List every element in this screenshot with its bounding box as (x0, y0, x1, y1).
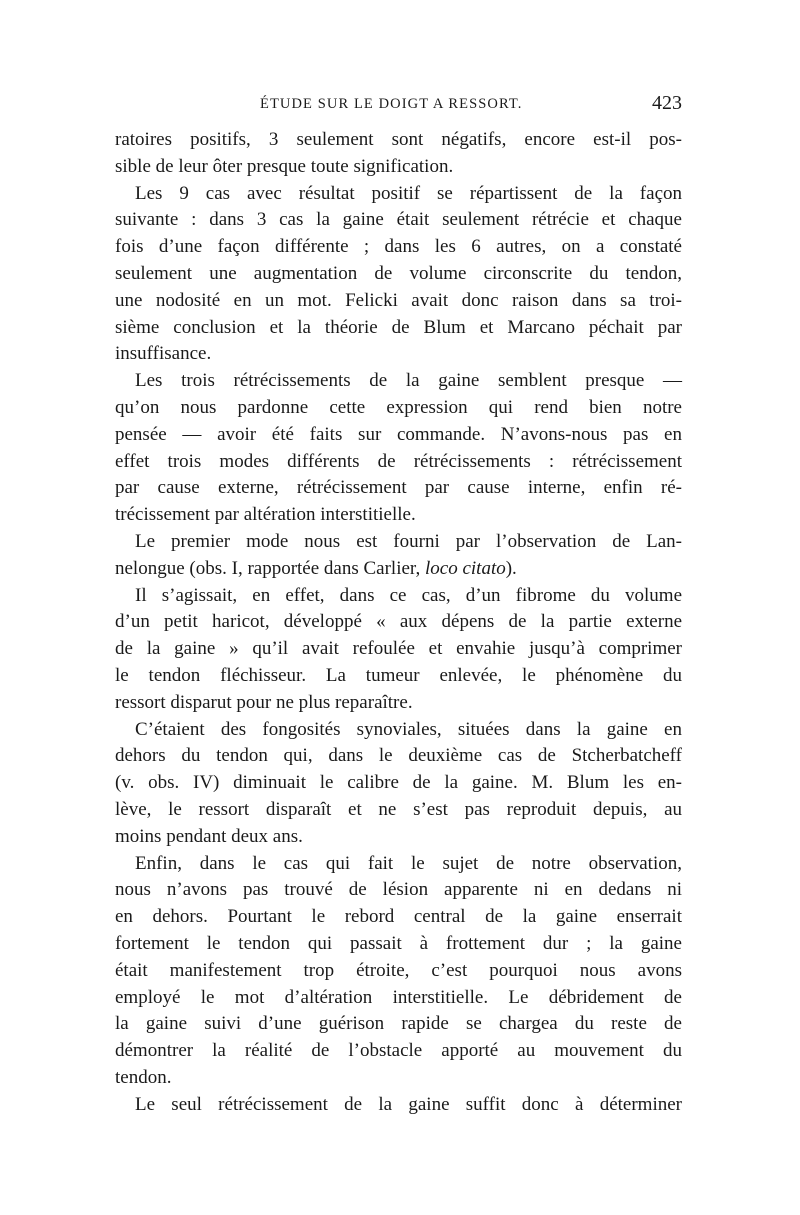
text-line: sième conclusion et la théorie de Blum et Marcano péchait par (115, 316, 682, 338)
text-line: Les 9 cas avec résultat positif se répartissent de la façon (135, 182, 682, 204)
text-line: par cause externe, rétrécissement par cause interne, enfin ré- (115, 477, 682, 499)
text-line: C’étaient des fongosités synoviales, situées dans la gaine en (135, 718, 682, 740)
text-line: dehors du tendon qui, dans le deuxième cas de Stcherbatcheff (115, 745, 682, 767)
text-line: Les trois rétrécissements de la gaine semblent presque — (135, 370, 682, 392)
text-line: d’un petit haricot, développé « aux dépens de la partie externe (115, 611, 682, 633)
text-line: le tendon fléchisseur. La tumeur enlevée, le phénomène du (115, 664, 682, 686)
text-line: effet trois modes différents de rétrécissements : rétrécissement (115, 450, 682, 472)
text-line: sible de leur ôter presque toute signification. (115, 155, 454, 177)
text-line: seulement une augmentation de volume circonscrite du tendon, (115, 262, 682, 284)
text-line: Le seul rétrécissement de la gaine suffit donc à déterminer (135, 1093, 682, 1115)
text-line: fortement le tendon qui passait à frottement dur ; la gaine (115, 932, 682, 954)
text-line: Enfin, dans le cas qui fait le sujet de notre observation, (135, 852, 682, 874)
italic-citation: loco citato (425, 557, 506, 579)
text-line: une nodosité en un mot. Felicki avait donc raison dans sa troi- (115, 289, 682, 311)
text-line: fois d’une façon différente ; dans les 6 autres, on a constaté (115, 236, 682, 258)
text-line: moins pendant deux ans. (115, 825, 303, 847)
text-line: lève, le ressort disparaît et ne s’est pas reproduit depuis, au (115, 798, 682, 820)
text-line: insuffisance. (115, 343, 212, 365)
text-line: ressort disparut pour ne plus reparaître. (115, 691, 413, 713)
text-line: la gaine suivi d’une guérison rapide se chargea du reste de (115, 1013, 682, 1035)
text-line: suivante : dans 3 cas la gaine était seulement rétrécie et chaque (115, 209, 682, 231)
text-line: nelongue (obs. I, rapportée dans Carlier, loco citato). (115, 557, 517, 579)
text-line: Il s’agissait, en effet, dans ce cas, d’un fibrome du volume (135, 584, 682, 606)
text-line: (v. obs. IV) diminuait le calibre de la gaine. M. Blum les en- (115, 772, 682, 794)
page-header (115, 94, 682, 120)
text-line: trécissement par altération interstitielle. (115, 504, 416, 526)
text-line: en dehors. Pourtant le rebord central de la gaine enserrait (115, 906, 682, 928)
text-line: pensée — avoir été faits sur commande. N’avons-nous pas en (115, 423, 682, 445)
text-line: de la gaine » qu’il avait refoulée et envahie jusqu’à comprimer (115, 638, 682, 660)
text-line: employé le mot d’altération interstitielle. Le débridement de (115, 986, 682, 1008)
text-line: démontrer la réalité de l’obstacle apporté au mouvement du (115, 1040, 682, 1062)
text-line: ratoires positifs, 3 seulement sont négatifs, encore est-il pos- (115, 129, 682, 150)
text-line: Le premier mode nous est fourni par l’observation de Lan- (135, 530, 682, 552)
body-text (115, 127, 682, 1118)
text-line: qu’on nous pardonne cette expression qui rend bien notre (115, 396, 682, 418)
page-number: 423 (652, 92, 682, 114)
text-line: était manifestement trop étroite, c’est pourquoi nous avons (115, 959, 682, 981)
text-line: nous n’avons pas trouvé de lésion apparente ni en dedans ni (115, 879, 682, 901)
text-line: tendon. (115, 1066, 172, 1088)
running-head: ÉTUDE SUR LE DOIGT A RESSORT. (260, 96, 523, 112)
